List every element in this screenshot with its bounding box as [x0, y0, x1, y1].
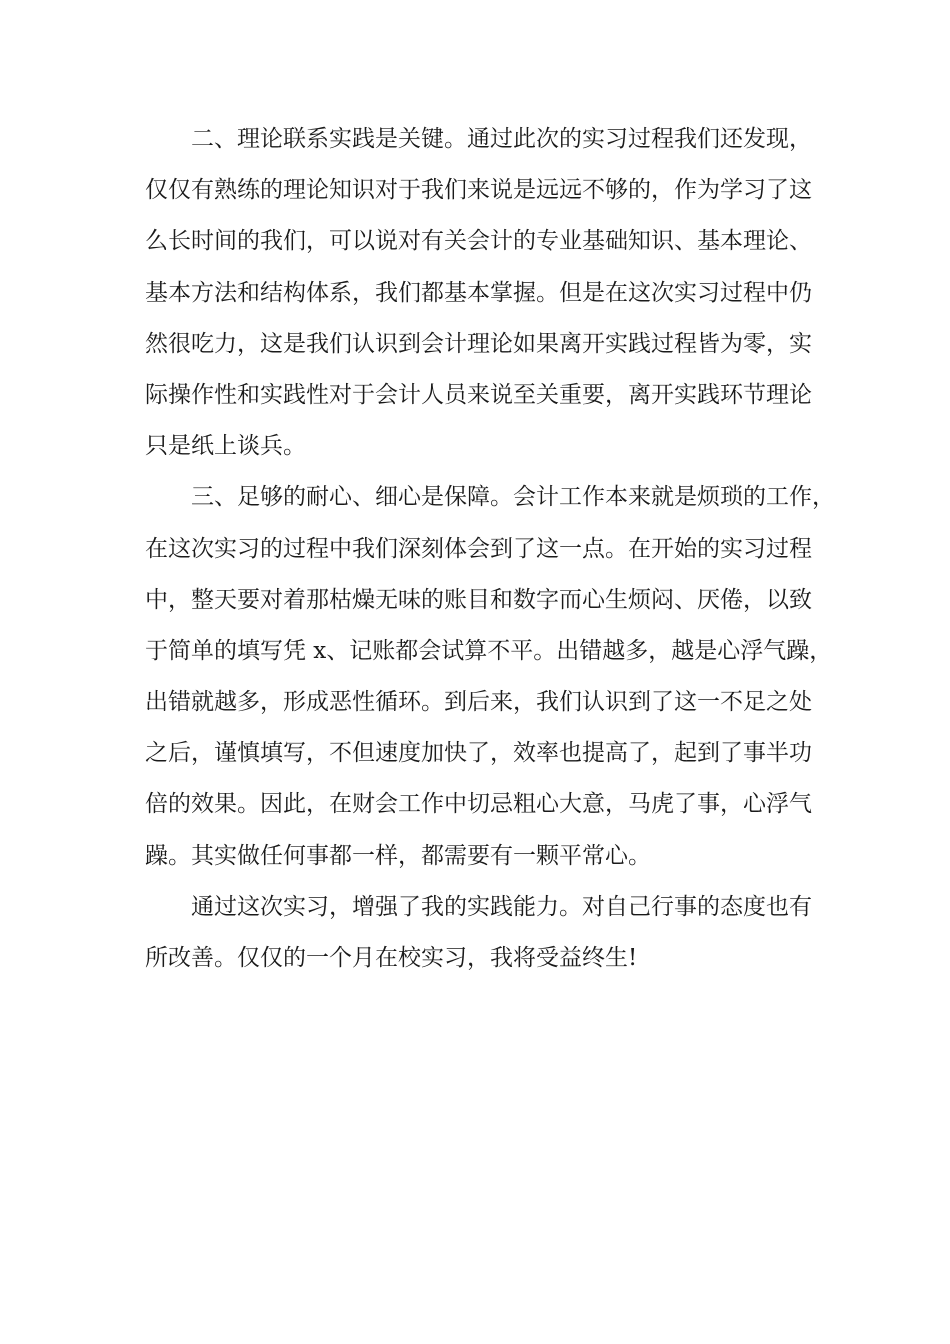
text-line: 在这次实习的过程中我们深刻体会到了这一点。在开始的实习过程	[145, 535, 812, 562]
text-line: 三、足够的耐心、细心是保障。会计工作本来就是烦琐的工作，	[191, 484, 835, 511]
text-line: 之后，谨慎填写，不但速度加快了，效率也提高了，起到了事半功	[145, 740, 812, 767]
text-line: 基本方法和结构体系，我们都基本掌握。但是在这次实习过程中仍	[145, 279, 812, 306]
text-line: 际操作性和实践性对于会计人员来说至关重要，离开实践环节理论	[145, 381, 812, 408]
paragraph-conclusion	[145, 882, 810, 984]
paragraph-patience-care	[145, 472, 835, 882]
paragraph-theory-practice	[145, 114, 810, 472]
text-line: 于简单的填写凭 x、记账都会试算不平。出错越多，越是心浮气躁，	[145, 637, 833, 664]
text-line: 仅仅有熟练的理论知识对于我们来说是远远不够的，作为学习了这	[145, 177, 812, 204]
text-line: 中，整天要对着那枯燥无味的账目和数字而心生烦闷、厌倦，以致	[145, 586, 812, 613]
text-line: 只是纸上谈兵。	[145, 433, 306, 460]
text-line: 么长时间的我们，可以说对有关会计的专业基础知识、基本理论、	[145, 228, 812, 255]
document-body	[145, 114, 835, 984]
text-line: 然很吃力，这是我们认识到会计理论如果离开实践过程皆为零，实	[145, 330, 812, 357]
text-line: 躁。其实做任何事都一样，都需要有一颗平常心。	[145, 842, 651, 869]
text-line: 出错就越多，形成恶性循环。到后来，我们认识到了这一不足之处	[145, 689, 812, 716]
text-line: 二、理论联系实践是关键。通过此次的实习过程我们还发现，	[191, 126, 812, 152]
text-line: 通过这次实习，增强了我的实践能力。对自己行事的态度也有	[191, 893, 812, 920]
text-line: 所改善。仅仅的一个月在校实习，我将受益终生!	[145, 945, 638, 971]
text-line: 倍的效果。因此，在财会工作中切忌粗心大意，马虎了事，心浮气	[145, 791, 812, 818]
